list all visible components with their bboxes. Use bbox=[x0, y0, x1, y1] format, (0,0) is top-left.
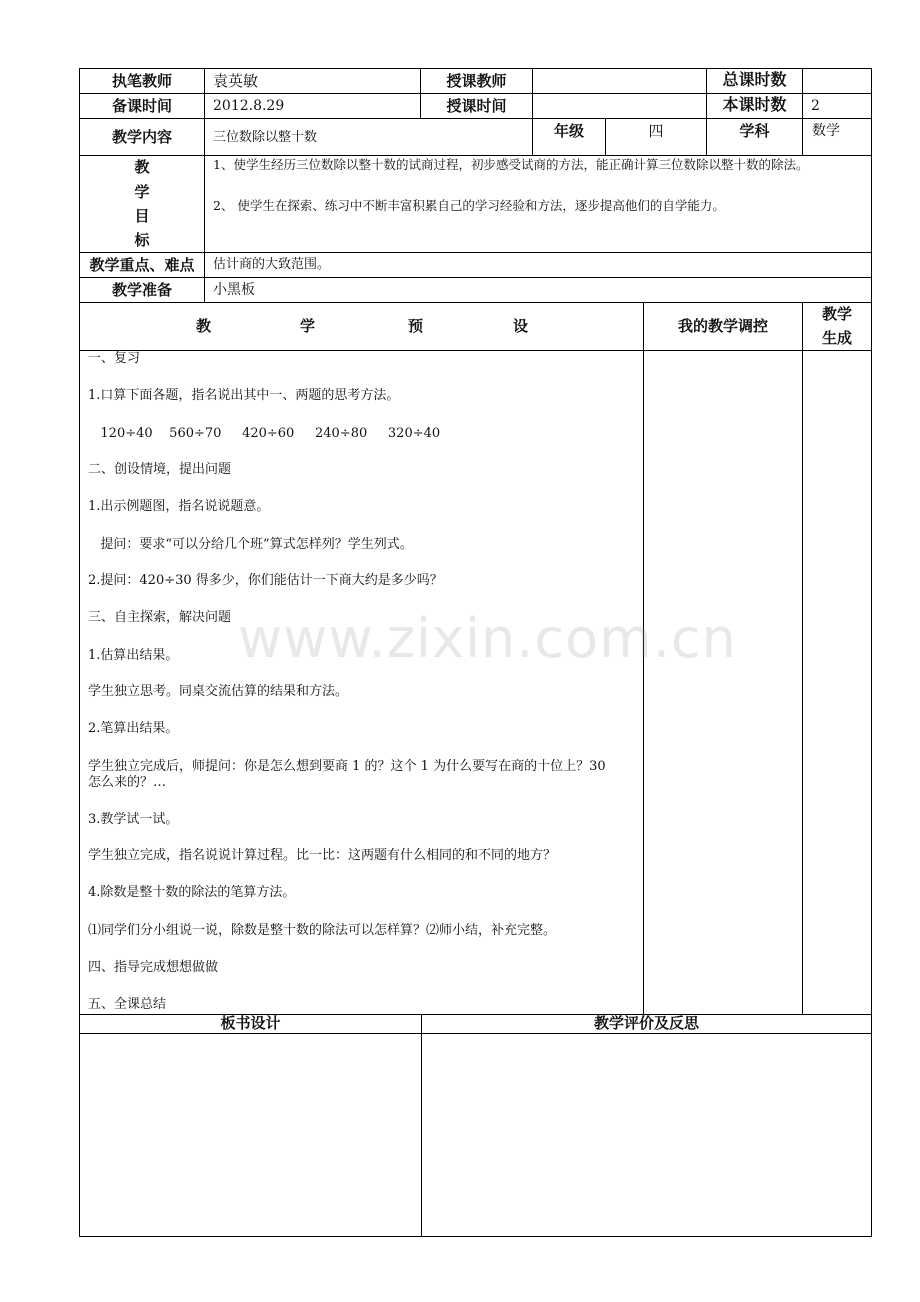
plan-header-char: 预 bbox=[408, 317, 424, 335]
writer-value: 袁英敏 bbox=[213, 72, 259, 90]
plan-line: 学生独立完成后，师提问：你是怎么想到要商 1 的？这个 1 为什么要写在商的十位上？30 bbox=[88, 759, 606, 774]
plan-line: 120÷40 560÷70 420÷60 240÷80 320÷40 bbox=[88, 426, 441, 441]
plan-line: 1.口算下面各题，指名说出其中一、两题的思考方法。 bbox=[88, 388, 400, 403]
plan-line: 1.出示例题图，指名说说题意。 bbox=[88, 499, 270, 514]
content-label: 教学内容 bbox=[111, 128, 172, 146]
grade-value: 四 bbox=[648, 122, 664, 140]
plan-line: ⑴同学们分小组说一说，除数是整十数的除法可以怎样算？⑵师小结，补充完整。 bbox=[88, 923, 557, 938]
reflection-area bbox=[422, 1034, 871, 1236]
plan-header-char: 学 bbox=[300, 317, 316, 335]
prep-time-label: 备课时间 bbox=[111, 97, 172, 115]
this-hours-label: 本课时数 bbox=[722, 95, 787, 114]
preparation-label: 教学准备 bbox=[111, 281, 172, 299]
plan-line: 一、复习 bbox=[88, 351, 141, 366]
plan-header-char: 教 bbox=[196, 317, 212, 335]
goals-label-char: 教 bbox=[134, 158, 150, 176]
plan-line: 1.估算出结果。 bbox=[88, 648, 179, 663]
total-hours-label: 总课时数 bbox=[722, 70, 787, 89]
watermark: www.zixin.com.cn bbox=[238, 607, 737, 670]
goals-label-char: 目 bbox=[134, 207, 150, 225]
plan-line: 怎么来的？… bbox=[88, 775, 167, 790]
plan-header-char: 设 bbox=[513, 317, 529, 335]
generate-label-line1: 教学 bbox=[821, 305, 852, 323]
preparation-value: 小黑板 bbox=[213, 282, 255, 298]
plan-line: 3.教学试一试。 bbox=[88, 812, 179, 827]
reflection-label: 教学评价及反思 bbox=[593, 1014, 699, 1032]
goals-label-char: 标 bbox=[134, 231, 150, 249]
content-value: 三位数除以整十数 bbox=[213, 130, 318, 145]
subject-value: 数学 bbox=[812, 123, 840, 139]
key-points-label: 教学重点、难点 bbox=[89, 256, 195, 274]
plan-line: 学生独立思考。同桌交流估算的结果和方法。 bbox=[88, 684, 349, 699]
key-points-value: 估计商的大致范围。 bbox=[213, 257, 331, 272]
teach-time-label: 授课时间 bbox=[446, 97, 507, 115]
plan-line: 学生独立完成，指名说说计算过程。比一比：这两题有什么相同的和不同的地方？ bbox=[88, 848, 557, 863]
plan-line: 提问：要求“可以分给几个班”算式怎样列？学生列式。 bbox=[88, 537, 413, 552]
board-design-label: 板书设计 bbox=[220, 1014, 281, 1032]
plan-line: 五、全课总结 bbox=[88, 997, 167, 1012]
prep-time-value: 2012.8.29 bbox=[213, 98, 285, 114]
goal-item-1: 1、使学生经历三位数除以整十数的试商过程，初步感受试商的方法，能正确计算三位数除以整十数的除法。 bbox=[213, 157, 809, 172]
subject-label: 学科 bbox=[739, 122, 770, 140]
plan-line: 二、创设情境，提出问题 bbox=[88, 462, 232, 477]
writer-label: 执笔教师 bbox=[111, 72, 172, 90]
plan-line: 2.笔算出结果。 bbox=[88, 721, 179, 736]
goals-label-char: 学 bbox=[134, 183, 150, 201]
generate-label-line2: 生成 bbox=[821, 329, 852, 347]
plan-line: 三、自主探索，解决问题 bbox=[88, 610, 232, 625]
this-hours-value: 2 bbox=[811, 98, 820, 114]
grade-label: 年级 bbox=[553, 122, 584, 140]
plan-line: 四、指导完成想想做做 bbox=[88, 960, 219, 975]
board-design-area bbox=[80, 1034, 421, 1236]
goal-item-2: 2、 使学生在探索、练习中不断丰富积累自己的学习经验和方法，逐步提高他们的自学能力。 bbox=[213, 198, 725, 213]
control-label: 我的教学调控 bbox=[677, 317, 768, 335]
lecturer-label: 授课教师 bbox=[446, 72, 507, 90]
plan-line: 4.除数是整十数的除法的笔算方法。 bbox=[88, 885, 296, 900]
plan-line: 2.提问：420÷30 得多少，你们能估计一下商大约是多少吗？ bbox=[88, 573, 443, 588]
